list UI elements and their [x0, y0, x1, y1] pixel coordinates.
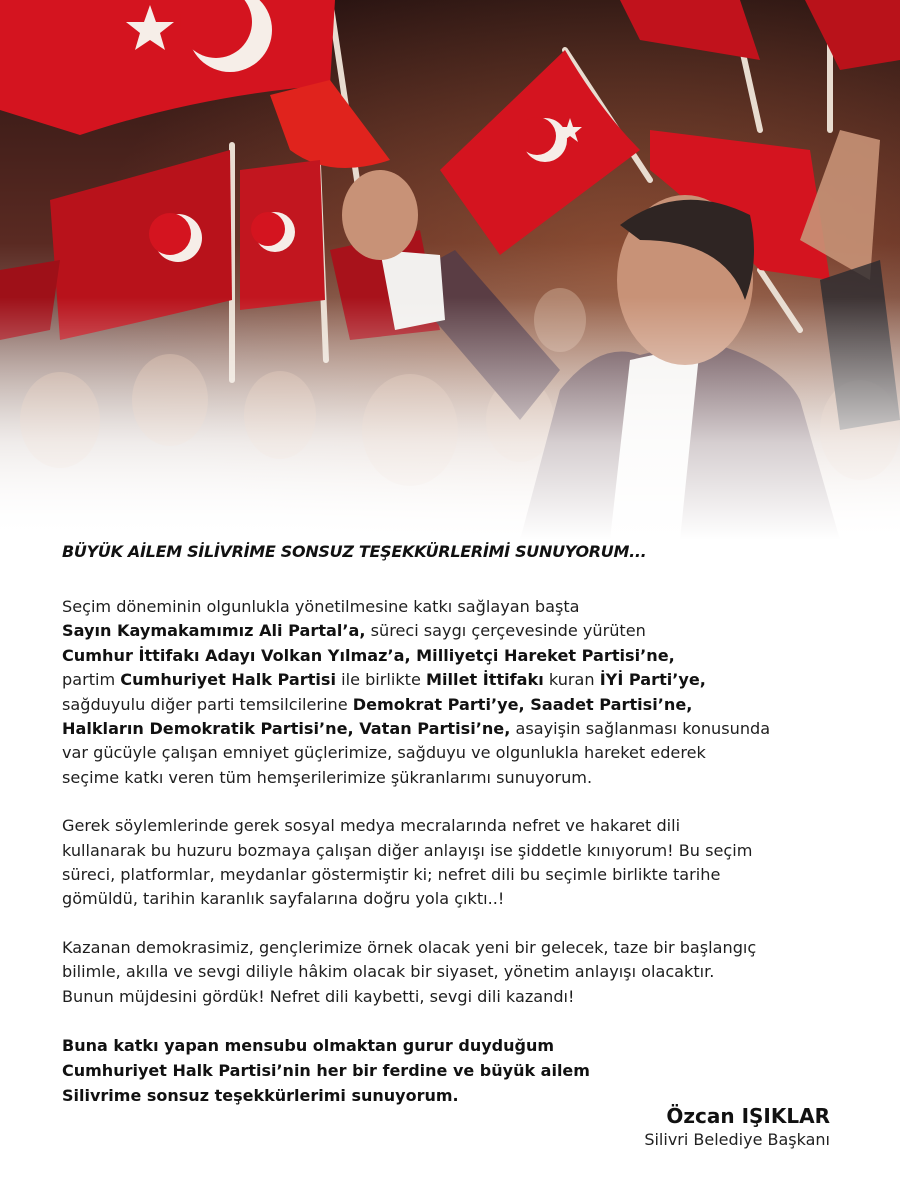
text-run: süreci saygı çerçevesinde yürüten: [365, 621, 646, 641]
text-run: Bunun müjdesini gördük! Nefret dili kaybetti, sevgi dili kazandı!: [62, 986, 575, 1006]
letter-heading: BÜYÜK AİLEM SİLİVRİME SONSUZ TEŞEKKÜRLERİMİ SUNUYORUM...: [62, 542, 647, 561]
text-run: partim: [62, 670, 121, 690]
text-run: kuran: [543, 670, 600, 690]
text-run: Cumhuriyet Halk Partisi’nin her bir ferdine ve büyük ailem: [62, 1061, 590, 1081]
hero-photo: [0, 0, 900, 540]
text-run: Buna katkı yapan mensubu olmaktan gurur duyduğum: [62, 1036, 555, 1056]
paragraph-thanks: [62, 595, 862, 790]
text-run: Halkların Demokratik Partisi’ne, Vatan Partisi’ne,: [62, 719, 511, 739]
text-run: Cumhuriyet Halk Partisi: [120, 670, 337, 690]
text-run: Millet İttifakı: [426, 670, 544, 690]
text-run: sağduyulu diğer parti temsilcilerine: [62, 694, 353, 714]
paragraph-closing: [62, 1033, 862, 1108]
signature-name: Özcan IŞIKLAR: [666, 1104, 830, 1128]
text-run: Sayın Kaymakamımız Ali Partal’a,: [62, 621, 366, 641]
text-run: seçime katkı veren tüm hemşerilerimize şükranlarımı sunuyorum.: [62, 767, 593, 787]
text-run: Kazanan demokrasimiz, gençlerimize örnek olacak yeni bir gelecek, taze bir başlangıç: [62, 937, 757, 957]
crowd-flags-illustration: [0, 0, 900, 540]
paragraph-future: [62, 936, 862, 1009]
text-run: Cumhur İttifakı Adayı Volkan Yılmaz’a, Milliyetçi Hareket Partisi’ne,: [62, 645, 675, 665]
text-run: İYİ Parti’ye,: [599, 670, 706, 690]
text-run: kullanarak bu huzuru bozmaya çalışan diğer anlayışı ise şiddetle kınıyorum! Bu seçim: [62, 840, 753, 860]
text-run: bilimle, akılla ve sevgi diliyle hâkim olacak bir siyaset, yönetim anlayışı olacaktır.: [62, 962, 715, 982]
text-run: asayişin sağlanması konusunda: [510, 719, 771, 739]
text-run: gömüldü, tarihin karanlık sayfalarına doğru yola çıktı..!: [62, 889, 505, 909]
text-run: ile birlikte: [336, 670, 426, 690]
text-run: Silivrime sonsuz teşekkürlerimi sunuyorum.: [62, 1086, 459, 1106]
signature-title: Silivri Belediye Başkanı: [644, 1130, 830, 1149]
text-run: Demokrat Parti’ye, Saadet Partisi’ne,: [352, 694, 693, 714]
paragraph-condemnation: [62, 814, 862, 912]
text-run: Gerek söylemlerinde gerek sosyal medya mecralarında nefret ve hakaret dili: [62, 816, 681, 836]
signature-block: [644, 1103, 830, 1151]
text-run: Seçim döneminin olgunlukla yönetilmesine katkı sağlayan başta: [62, 597, 580, 616]
letter-body: [62, 541, 862, 1108]
text-run: var gücüyle çalışan emniyet güçlerimize, sağduyu ve olgunlukla hareket ederek: [62, 743, 706, 763]
text-run: süreci, platformlar, meydanlar göstermiştir ki; nefret dili bu seçimle birlikte tarihe: [62, 865, 721, 885]
